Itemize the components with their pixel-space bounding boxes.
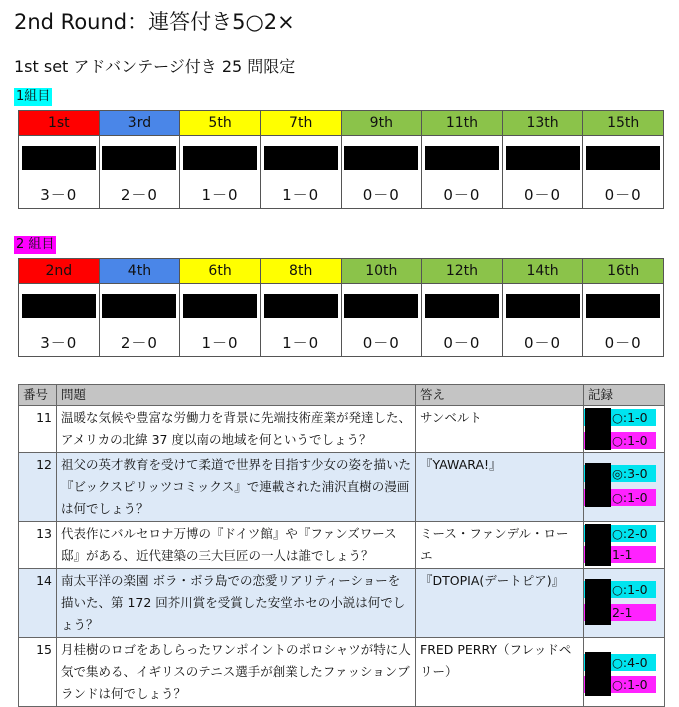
record-result-2: ○:1-0	[584, 676, 656, 693]
player-rank-header: 5th	[180, 111, 261, 136]
player-rank-header: 10th	[341, 259, 422, 284]
column-header-record: 記録	[584, 385, 665, 406]
record-result-1: ◎:3-0	[584, 465, 656, 482]
redacted-name	[583, 136, 664, 181]
redacted-name	[422, 284, 503, 329]
page-title: 2nd Round：連答付き5○2×	[14, 10, 295, 34]
player-score: 0－0	[422, 328, 503, 357]
redacted-name	[99, 136, 180, 181]
player-score: 0－0	[422, 180, 503, 209]
redacted-block	[585, 524, 611, 566]
player-rank-header: 15th	[583, 111, 664, 136]
record-result-1: ○:4-0	[584, 654, 656, 671]
redacted-block	[585, 579, 611, 625]
group-1-scoreboard	[18, 110, 664, 209]
questions-table	[18, 384, 665, 707]
answer-text: ミース・ファンデル・ローエ	[416, 522, 584, 569]
redacted-name	[180, 284, 261, 329]
player-score: 0－0	[341, 328, 422, 357]
record-cell	[584, 569, 665, 638]
question-text: 代表作にバルセロナ万博の『ドイツ館』や『ファンズワース邸』がある、近代建築の三大巨匠の一人は誰でしょう？	[57, 522, 416, 569]
group-2-label: 2 組目	[16, 237, 55, 252]
page-subtitle: 1st set アドバンテージ付き 25 問限定	[14, 57, 296, 76]
redacted-name	[99, 284, 180, 329]
player-score: 0－0	[502, 180, 583, 209]
player-score: 3－0	[19, 328, 100, 357]
redacted-name	[341, 136, 422, 181]
group-1-label: 1組目	[16, 89, 51, 104]
player-score: 1－0	[180, 180, 261, 209]
question-text: 祖父の英才教育を受けて柔道で世界を目指す少女の姿を描いた『ビックスピリッツコミックス』で連載された浦沢直樹の漫画は何でしょう？	[57, 453, 416, 522]
player-score: 0－0	[583, 328, 664, 357]
player-score: 0－0	[502, 328, 583, 357]
player-rank-header: 16th	[583, 259, 664, 284]
player-rank-header: 6th	[180, 259, 261, 284]
record-result-2: ○:1-0	[584, 432, 656, 449]
redacted-name	[180, 136, 261, 181]
player-rank-header: 8th	[260, 259, 341, 284]
record-result-2: 2-1	[584, 604, 656, 621]
player-rank-header: 14th	[502, 259, 583, 284]
player-score: 0－0	[341, 180, 422, 209]
question-text: 南太平洋の楽園 ボラ・ボラ島での恋愛リアリティーショーを描いた、第 172 回芥川賞を受賞した安堂ホセの小説は何でしょう？	[57, 569, 416, 638]
record-result-1: ○:1-0	[584, 409, 656, 426]
redacted-name	[422, 136, 503, 181]
player-score: 1－0	[180, 328, 261, 357]
question-number: 14	[19, 569, 57, 638]
record-result-2: ○:1-0	[584, 489, 656, 506]
question-number: 15	[19, 638, 57, 707]
table-row	[19, 522, 665, 569]
question-text: 温暖な気候や豊富な労働力を背景に先端技術産業が発達した、アメリカの北緯 37 度以南の地域を何というでしょう？	[57, 406, 416, 453]
redacted-name	[260, 284, 341, 329]
player-score: 3－0	[19, 180, 100, 209]
player-rank-header: 11th	[422, 111, 503, 136]
player-rank-header: 2nd	[19, 259, 100, 284]
answer-text: 『YAWARA!』	[416, 453, 584, 522]
record-cell	[584, 522, 665, 569]
column-header-answer: 答え	[416, 385, 584, 406]
player-rank-header: 12th	[422, 259, 503, 284]
redacted-name	[583, 284, 664, 329]
table-row	[19, 406, 665, 453]
player-rank-header: 9th	[341, 111, 422, 136]
player-score: 1－0	[260, 180, 341, 209]
question-number: 11	[19, 406, 57, 453]
redacted-name	[260, 136, 341, 181]
answer-text: サンベルト	[416, 406, 584, 453]
answer-text: FRED PERRY（フレッドペリー）	[416, 638, 584, 707]
player-score: 2－0	[99, 328, 180, 357]
player-rank-header: 4th	[99, 259, 180, 284]
redacted-name	[19, 136, 100, 181]
redacted-block	[585, 463, 611, 507]
group-2-scoreboard	[18, 258, 664, 357]
redacted-name	[341, 284, 422, 329]
player-score: 1－0	[260, 328, 341, 357]
answer-text: 『DTOPIA(デートピア)』	[416, 569, 584, 638]
question-number: 12	[19, 453, 57, 522]
table-row	[19, 453, 665, 522]
redacted-name	[19, 284, 100, 329]
player-rank-header: 7th	[260, 111, 341, 136]
column-header-question: 問題	[57, 385, 416, 406]
player-score: 2－0	[99, 180, 180, 209]
player-rank-header: 1st	[19, 111, 100, 136]
question-number: 13	[19, 522, 57, 569]
redacted-name	[502, 136, 583, 181]
player-rank-header: 13th	[502, 111, 583, 136]
question-text: 月桂樹のロゴをあしらったワンポイントのポロシャツが特に人気で集める、イギリスのテニス選手が創業したファッションブランドは何でしょう？	[57, 638, 416, 707]
record-cell	[584, 453, 665, 522]
table-row	[19, 569, 665, 638]
redacted-block	[585, 652, 611, 696]
column-header-number: 番号	[19, 385, 57, 406]
record-cell	[584, 638, 665, 707]
redacted-name	[502, 284, 583, 329]
table-row	[19, 638, 665, 707]
record-result-1: ○:2-0	[584, 525, 656, 542]
record-result-2: 1-1	[584, 546, 656, 563]
player-rank-header: 3rd	[99, 111, 180, 136]
record-cell	[584, 406, 665, 453]
redacted-block	[585, 408, 611, 450]
player-score: 0－0	[583, 180, 664, 209]
record-result-1: ○:1-0	[584, 581, 656, 598]
